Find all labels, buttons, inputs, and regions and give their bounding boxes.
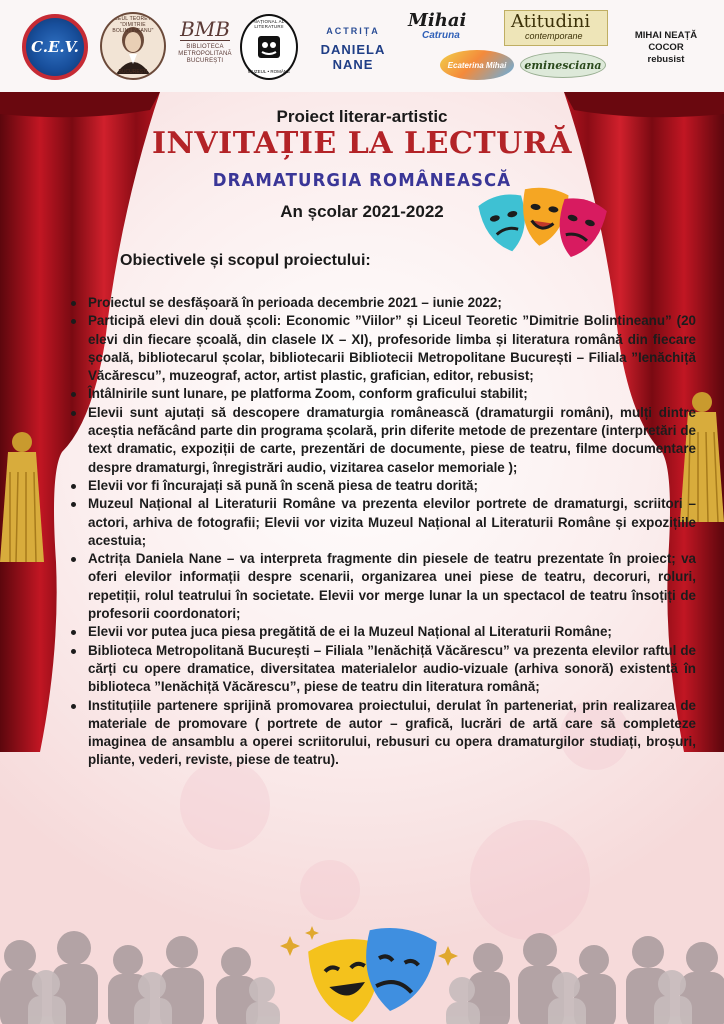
theater-masks-icon <box>476 186 608 278</box>
list-item: Participă elevi din două școli: Economic ”Viilor” și Liceul Teoretic ”Dimitrie Bolintineanu” (20 elevi din fiecare școală, din clasele IX – XI), profesoride limba și literatura română din fiecare școală, bibliotecarul școlar, bibliotecarii Bibliotecii Metropolitane București – Filiala ”Ienăchiță Văcărescu”, muzeograf, actor, artist plastic, grafician, editor, rebusist; <box>70 312 696 385</box>
list-item: Actrița Daniela Nane – va interpreta fragmente din piesele de teatru prezentate în proiect; va oferi elevilor informații despre scenarii, organizarea unei piese de teatru, decoruri, roluri, repetiții, rolul teatrului în societate. Elevii vor merge lunar la un spectacol de teatru însoțiți de profesorii coordonatori; <box>70 550 696 623</box>
cev-logo <box>22 14 88 80</box>
list-item: Proiectul se desfășoară în perioada decembrie 2021 – iunie 2022; <box>70 294 696 312</box>
bmb-mark: BMB <box>180 17 230 41</box>
bmb-text-line: BUCUREȘTI <box>186 58 224 64</box>
mnlr-ring-text: NAȚIONAL AL LITERATURII <box>253 19 285 29</box>
audience-silhouettes <box>0 906 724 1024</box>
list-item: Biblioteca Metropolitană București – Filiala ”Ienăchiță Văcărescu” va prezenta elevilor raftul de cărți cu opere dramatice, diversitatea materialelor audio-vizuale (arhiva sonoră) existentă în biblioteca ”Ienăchiță Văcărescu”, piese de teatru din literatura română; <box>70 642 696 697</box>
list-item: Întâlnirile sunt lunare, pe platforma Zoom, conform graficului stabilit; <box>70 385 696 403</box>
project-subtitle: Proiect literar-artistic <box>276 107 448 126</box>
list-item: Elevii sunt ajutați să descopere dramaturgia românească (dramaturgii români), mulți dintre aceștia nefăcând parte din programa școlară, prin diferite metode de prezentare (interpretări de text dramatic, expoziții de carte, prezentări de documente, piese de teatru, filme documentare despre dramaturgi, înregistrări audio, vizitarea caselor memoriale ); <box>70 404 696 477</box>
bmb-text-line: BIBLIOTECA <box>186 44 224 50</box>
mn-line: MIHAI NEAȚĂ <box>634 30 698 41</box>
mihai-catruna-logo <box>408 10 480 46</box>
actress-label: ACTRIȚA <box>326 26 380 36</box>
school-logo <box>100 12 166 80</box>
mn-line: rebusist <box>647 54 685 65</box>
bottom-theater-masks-icon <box>307 923 438 1024</box>
school-year: An școlar 2021-2022 <box>280 202 444 221</box>
bmb-text <box>176 44 234 65</box>
section-title: DRAMATURGIA ROMÂNEASCĂ <box>212 170 512 191</box>
school-logo-ring-text: LICEUL TEORETIC "DIMITRIE BOLINTINEANU" <box>109 16 157 34</box>
cev-logo-text: C.E.V. <box>31 38 79 56</box>
partner-logos <box>0 0 724 92</box>
actress-name: DANIELA NANE <box>320 42 386 72</box>
list-item: Elevii vor putea juca piesa pregătită de ei la Muzeul Național al Literaturii Române; <box>70 623 696 641</box>
mihai-logo-sub: Catruna <box>422 30 460 41</box>
list-item: Instituțiile partenere sprijină promovarea proiectului, derulat în parteneriat, prin realizarea de materiale de promovare ( portrete de autor – grafică, lucrări de artă care să completeze imaginea de ansamblu a operei scriitorului, rebusuri cu opera dramaturgilor studiați, broșuri, pliante, vederi, reviste, piese de teatru). <box>70 697 696 770</box>
bmb-text-line: METROPOLITANĂ <box>178 51 232 57</box>
objectives-list <box>70 294 696 770</box>
objectives-heading: Obiectivele și scopul proiectului: <box>120 252 371 269</box>
school-logo-ring-bottom: BUCUREȘTI <box>118 69 148 75</box>
atitudini-logo-main: Atitudini <box>511 11 591 32</box>
ecaterina-logo-text: Ecaterina Mihai <box>447 60 507 70</box>
list-item: Elevii vor fi încurajați să pună în scenă piesa de teatru dorită; <box>70 477 696 495</box>
mn-line: COCOR <box>648 42 684 53</box>
mnlr-ring-bottom: MUZEUL • ROMÂNE <box>247 69 291 74</box>
bmb-logo <box>176 18 234 84</box>
atitudini-logo-sub: contemporane <box>525 31 583 41</box>
ecaterina-mihai-logo <box>440 50 514 80</box>
actress-logo <box>302 26 404 72</box>
mihai-logo-name: Mihai <box>408 10 467 31</box>
eminesciana-logo <box>520 52 606 78</box>
atitudini-logo <box>504 10 608 46</box>
eminesciana-logo-text: eminesciana <box>524 58 602 72</box>
mnlr-logo <box>240 14 298 80</box>
list-item: Muzeul Național al Literaturii Române va prezenta elevilor portrete de dramaturgi, scriitori – actori, arhiva de fotografii; Elevii vor vizita Muzeul Național al Literaturii Române și expozițiile acestuia; <box>70 495 696 550</box>
bokeh-light <box>180 760 270 850</box>
page-title: INVITAȚIE LA LECTURĂ <box>151 126 573 161</box>
mihai-neata-cocor-logo <box>614 30 718 66</box>
